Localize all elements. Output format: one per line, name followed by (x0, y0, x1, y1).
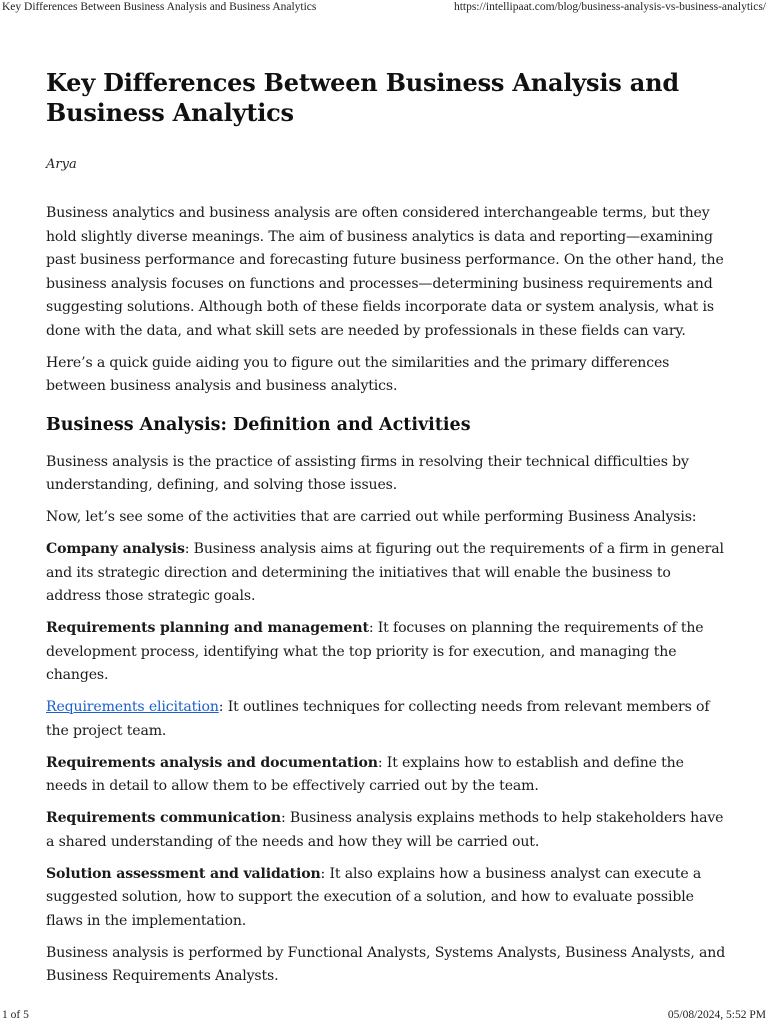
print-footer (2, 1009, 766, 1023)
page-counter: 1 of 5 (2, 1009, 29, 1021)
activity-company-analysis (46, 538, 726, 609)
activity-solution-assessment (46, 863, 726, 934)
article-author: Arya (46, 157, 77, 172)
activity-term: Requirements communication (46, 810, 281, 826)
activity-text: : It also explains how a business analyst can execute a suggested solution, how to support the execution of a solution, and how to evaluate possible flaws in the implementation. (46, 865, 702, 929)
activity-text: : It outlines techniques for collecting needs from relevant members of the project team. (46, 699, 710, 739)
activity-text: : It explains how to establish and define the needs in detail to allow them to be effectively carried out by the team. (46, 754, 684, 794)
print-datetime: 05/08/2024, 5:52 PM (667, 1009, 766, 1021)
print-header-url: https://intellipaat.com/blog/business-analysis-vs-business-analytics/ (453, 1, 766, 13)
section-heading: Business Analysis: Definition and Activities (46, 414, 471, 435)
requirements-elicitation-link[interactable]: Requirements elicitation (46, 699, 219, 715)
intro-paragraph: Business analytics and business analysis are often considered interchangeable terms, but they hold slightly diverse meanings. The aim of business analytics is data and reporting—examining past business performance and forecasting future business performance. On the other hand, the business analysis focuses on functions and processes—determining business requirements and suggesting solutions. Although both of these fields incorporate data or system analysis, what is done with the data, and what skill sets are needed by professionals in these fields can vary. (46, 205, 724, 339)
intro-paragraph: Here’s a quick guide aiding you to figure out the similarities and the primary differences between business analysis and business analytics. (46, 354, 670, 394)
print-header (2, 1, 766, 15)
activity-requirements-planning (46, 617, 726, 688)
activity-requirements-communication (46, 807, 726, 854)
article (46, 68, 726, 997)
activity-term: Company analysis (46, 541, 185, 557)
activity-term: Requirements planning and management (46, 620, 369, 636)
section-paragraph: Business analysis is the practice of assisting firms in resolving their technical difficulties by understanding, defining, and solving those issues. (46, 453, 689, 493)
closing-paragraph: Business analysis is performed by Functional Analysts, Systems Analysts, Business Analysts, and Business Requirements Analysts. (46, 944, 726, 984)
activity-term: Requirements analysis and documentation (46, 754, 378, 771)
activity-text: : Business analysis explains methods to help stakeholders have a shared understanding of the needs and how they will be carried out. (46, 810, 724, 850)
article-title: Key Differences Between Business Analysis and Business Analytics (46, 68, 679, 127)
print-header-title: Key Differences Between Business Analysis and Business Analytics (2, 1, 317, 13)
activity-requirements-analysis (46, 752, 726, 799)
section-paragraph: Now, let’s see some of the activities that are carried out while performing Business Analysis: (46, 509, 697, 525)
activity-term: Solution assessment and validation (46, 865, 321, 882)
activity-text: : It focuses on planning the requirements of the development process, identifying what the top priority is for execution, and managing the changes. (46, 620, 704, 683)
activity-requirements-elicitation (46, 696, 726, 743)
activity-text: : Business analysis aims at figuring out the requirements of a firm in general and its strategic direction and determining the initiatives that will enable the business to address those strategic goals. (46, 541, 724, 604)
